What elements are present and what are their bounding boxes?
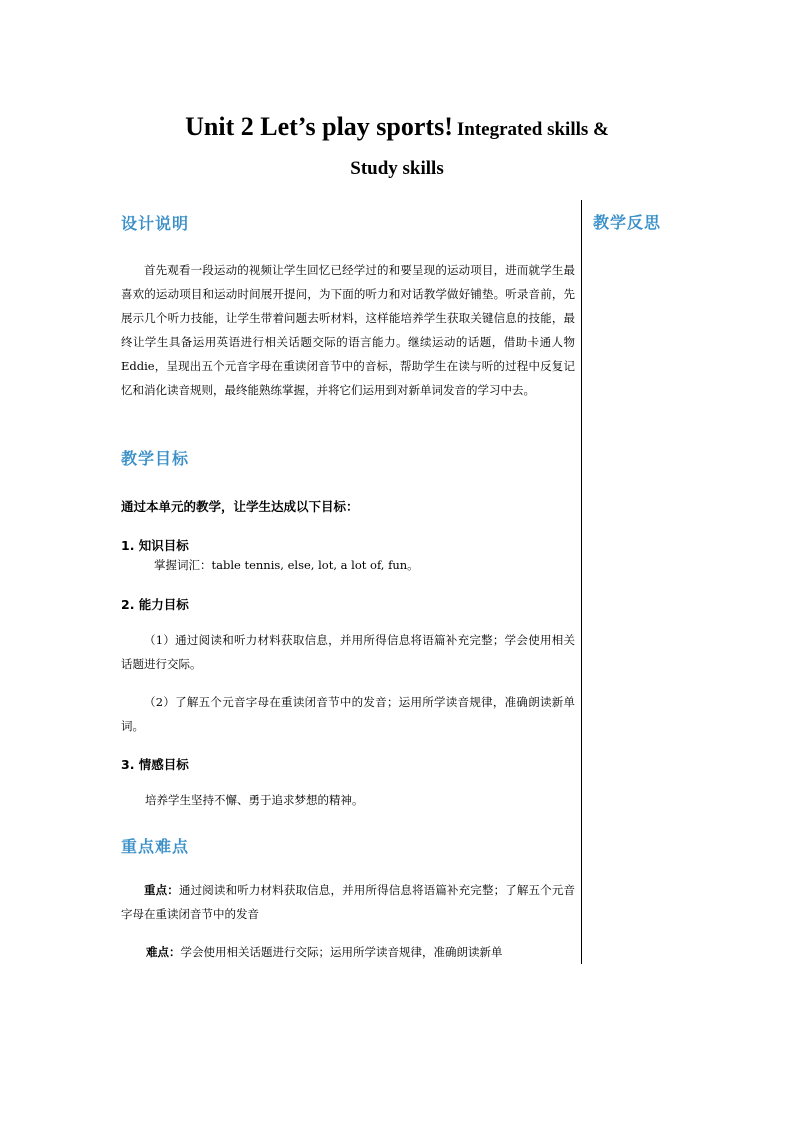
key-point-label: 重点：: [144, 883, 179, 897]
emotion-text: 培养学生坚持不懈、勇于追求梦想的精神。: [145, 793, 364, 807]
objectives-heading: 教学目标: [121, 449, 190, 468]
column-divider: [581, 200, 582, 964]
knowledge-label: 1. 知识目标: [121, 538, 189, 553]
design-paragraph: 首先观看一段运动的视频让学生回忆已经学过的和要呈现的运动项目，进而就学生最喜欢的运动项目和运动时间展开提问，为下面的听力和对话教学做好铺垫。听录音前，先展示几个听力技能，让学生带着问题去听材料，这样能培养学生获取关键信息的技能，最终让学生具备运用英语进行相关话题交际的语言能力。继续运动的话题，借助卡通人物Eddie，呈现出五个元音字母在重读闭音节中的音标，帮助学生在读与听的过程中反复记忆和消化读音规则，最终能熟练掌握，并将它们运用到对新单词发音的学习中去。: [121, 263, 575, 397]
design-heading: 设计说明: [121, 214, 190, 233]
emotion-label: 3. 情感目标: [121, 757, 189, 772]
document-title: [0, 108, 794, 150]
keypoints-heading: 重点难点: [121, 837, 190, 856]
knowledge-text: 掌握词汇：table tennis, else, lot, a lot of, fun。: [154, 558, 419, 572]
difficulty-paragraph: [146, 944, 503, 960]
reflection-heading: 教学反思: [593, 213, 662, 232]
title-tail: Integrated skills &: [456, 119, 609, 140]
key-point-text: 通过阅读和听力材料获取信息，并用所得信息将语篇补充完整；了解五个元音字母在重读闭音节中的发音: [121, 883, 576, 921]
ability-item-2: （2）了解五个元音字母在重读闭音节中的发音；运用所学读音规律，准确朗读新单词。: [121, 695, 575, 733]
ability-item-1: （1）通过阅读和听力材料获取信息，并用所得信息将语篇补充完整；学会使用相关话题进行交际。: [121, 633, 575, 671]
document-title-line2: Study skills: [350, 158, 444, 179]
title-main: Unit 2 Let’s play sports!: [185, 112, 453, 141]
difficulty-text: 学会使用相关话题进行交际；运用所学读音规律，准确朗读新单: [180, 945, 503, 959]
objectives-intro: 通过本单元的教学，让学生达成以下目标：: [121, 499, 359, 514]
key-point-paragraph: [121, 878, 575, 926]
ability-label: 2. 能力目标: [121, 597, 189, 612]
difficulty-label: 难点：: [146, 945, 181, 959]
